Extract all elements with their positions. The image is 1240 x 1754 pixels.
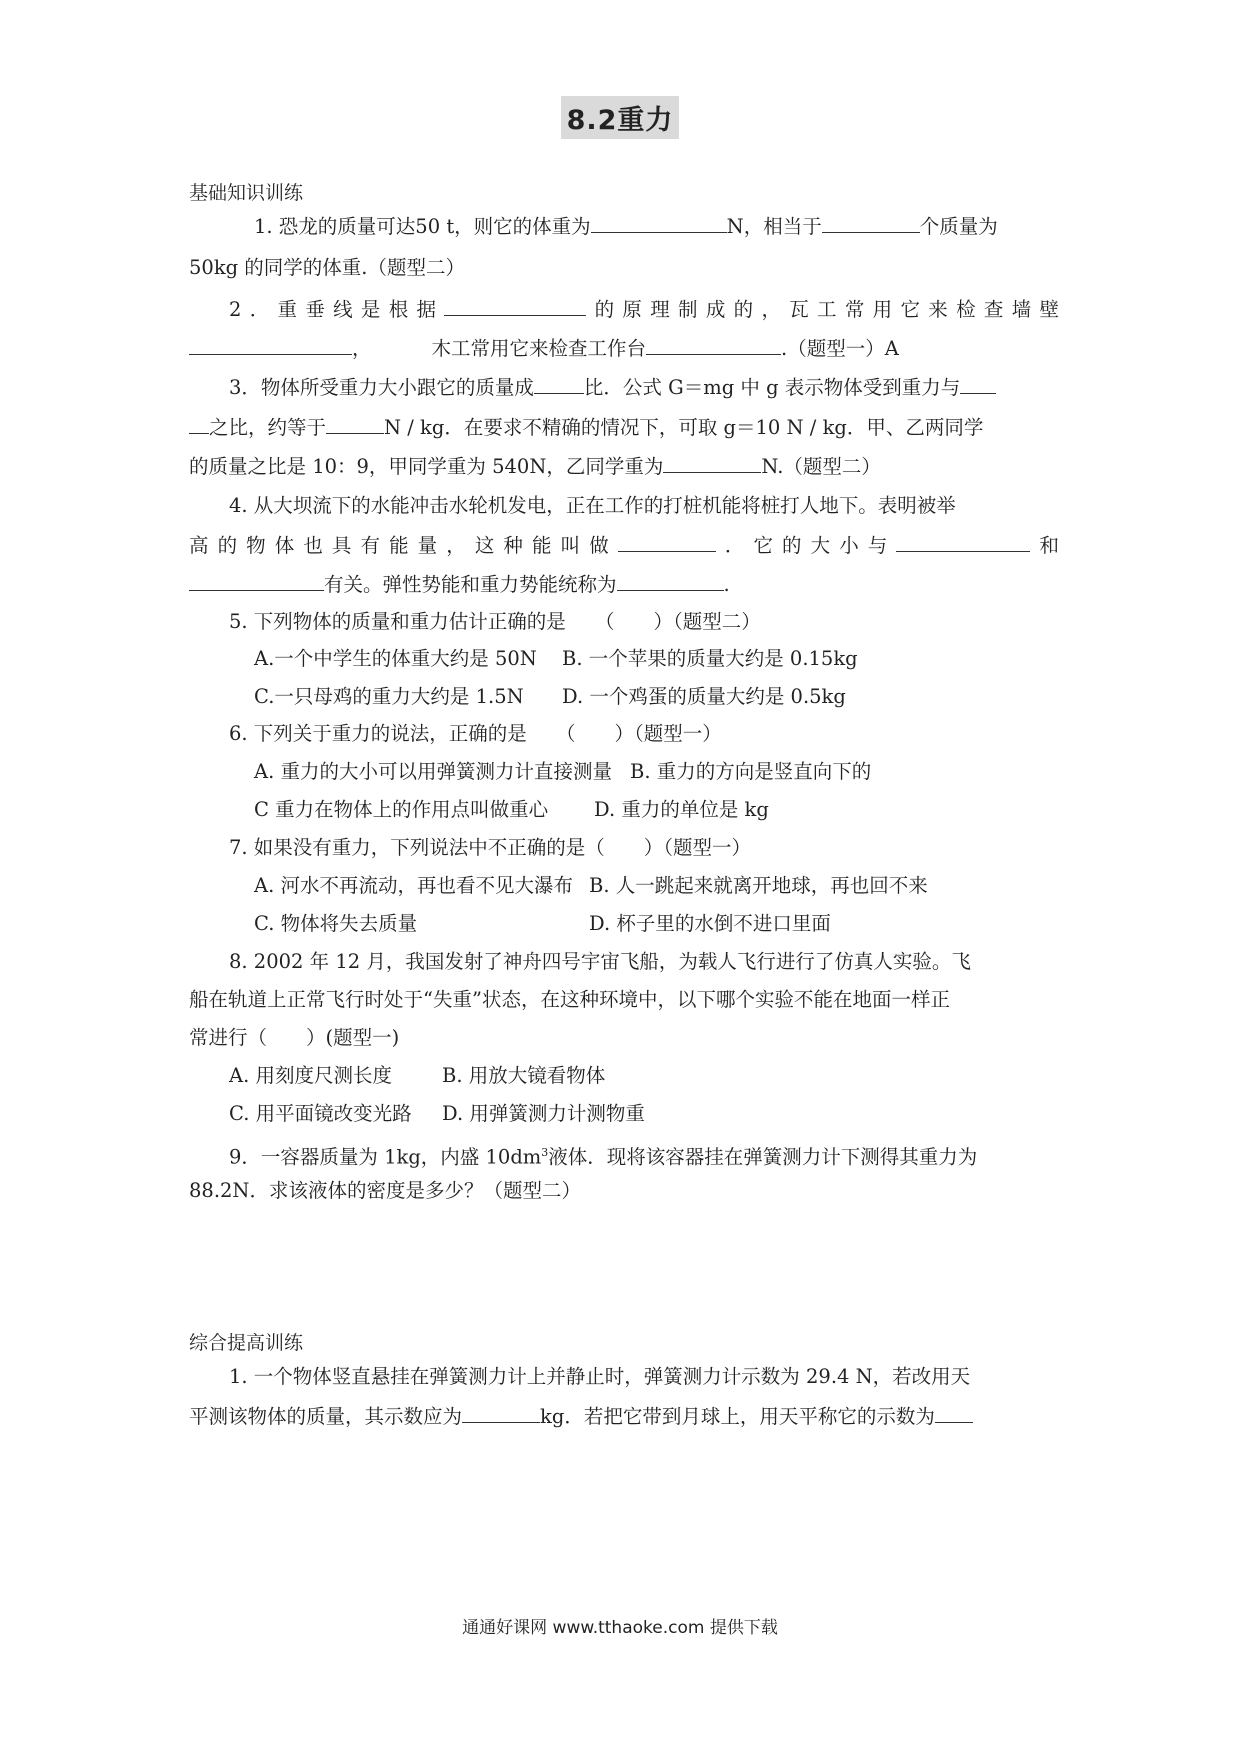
q8-option-c: C. 用平面镜改变光路 [229, 1102, 412, 1125]
q7-option-b: B. 人一跳起来就离开地球，再也回不来 [589, 874, 928, 897]
page-footer: 通通好课网 www.tthaoke.com 提供下载 [462, 1618, 778, 1638]
q5-option-c: C.一只母鸡的重力大约是 1.5N [254, 685, 524, 708]
section-basic-heading: 基础知识训练 [189, 182, 304, 204]
q8-option-d: D. 用弹簧测力计测物重 [442, 1102, 645, 1125]
q8-line1: 8. 2002 年 12 月，我国发射了神舟四号宇宙飞船，为载人飞行进行了仿真人实验。飞 [229, 950, 971, 973]
q3-line3: 的质量之比是 10：9，甲同学重为 540N，乙同学重为 N.（题型二） [189, 452, 881, 481]
q7-option-c: C. 物体将失去质量 [254, 912, 418, 935]
q9-line1: 9．一容器质量为 1kg，内盛 $10dm^3$液体．现将该容器挂在弹簧测力计下测得其重力为 [229, 1145, 978, 1169]
q6-question: 6. 下列关于重力的说法，正确的是 （ ）（题型一） [229, 722, 722, 745]
q3-line1: 3．物体所受重力大小跟它的质量成 比．公式 G＝mg 中 g 表示物体受到重力与 [229, 373, 996, 402]
q8-option-b: B. 用放大镜看物体 [442, 1064, 606, 1087]
q7-option-d: D. 杯子里的水倒不进口里面 [589, 912, 831, 935]
q8-line3: 常进行（ ）(题型一) [189, 1026, 400, 1049]
q6-option-a: A. 重力的大小可以用弹簧测力计直接测量 [254, 760, 612, 783]
q5-option-b: B. 一个苹果的质量大约是 0.15kg [562, 647, 858, 670]
q4-line2: 高的物体也具有能量，这种能叫做 ．它的大小与 和 [189, 531, 1059, 560]
page-title: 8.2重力 [0, 96, 1240, 139]
q5-option-a: A.一个中学生的体重大约是 50N [254, 647, 537, 670]
q6-option-d: D. 重力的单位是 kg [594, 798, 769, 821]
q9-line2: 88.2N．求该液体的密度是多少？（题型二） [189, 1179, 581, 1202]
q4-line1: 4. 从大坝流下的水能冲击水轮机发电，正在工作的打桩机能将桩打人地下。表明被举 [229, 494, 956, 517]
q4-line3: 有关。弹性势能和重力势能统称为 . [189, 570, 730, 599]
q7-option-a: A. 河水不再流动，再也看不见大瀑布 [254, 874, 573, 897]
q5-question: 5. 下列物体的质量和重力估计正确的是 （ ）（题型二） [229, 610, 761, 633]
q3-line2: 之比，约等于 N / kg．在要求不精确的情况下，可取 g＝10 N / kg．甲、乙两同学 [189, 413, 983, 442]
q8-line2: 船在轨道上正常飞行时处于“失重”状态，在这种环境中，以下哪个实验不能在地面一样正 [189, 988, 950, 1011]
c1-line1: 1. 一个物体竖直悬挂在弹簧测力计上并静止时，弹簧测力计示数为 29.4 N，若改用天 [229, 1365, 971, 1388]
q2-line1: 2．重垂线是根据 的原理制成的，瓦工常用它来检查墙壁 [229, 295, 1059, 324]
c1-line2: 平测该物体的质量，其示数应为 kg．若把它带到月球上，用天平称它的示数为 [189, 1402, 973, 1431]
q8-option-a: A. 用刻度尺测长度 [229, 1064, 392, 1087]
q5-option-d: D. 一个鸡蛋的质量大约是 0.5kg [562, 685, 846, 708]
q1-line1: 1. 恐龙的质量可达50 t，则它的体重为 N，相当于 个质量为 [254, 212, 998, 241]
q7-question: 7. 如果没有重力，下列说法中不正确的是（ ）（题型一） [229, 836, 752, 859]
q6-option-c: C 重力在物体上的作用点叫做重心 [254, 798, 549, 821]
q1-line2: 50kg 的同学的体重.（题型二） [189, 256, 466, 279]
q6-option-b: B. 重力的方向是竖直向下的 [630, 760, 872, 783]
q2-line2: ， 木工常用它来检查工作台 .（题型一）A [189, 334, 899, 363]
section-advanced-heading: 综合提高训练 [189, 1332, 304, 1354]
